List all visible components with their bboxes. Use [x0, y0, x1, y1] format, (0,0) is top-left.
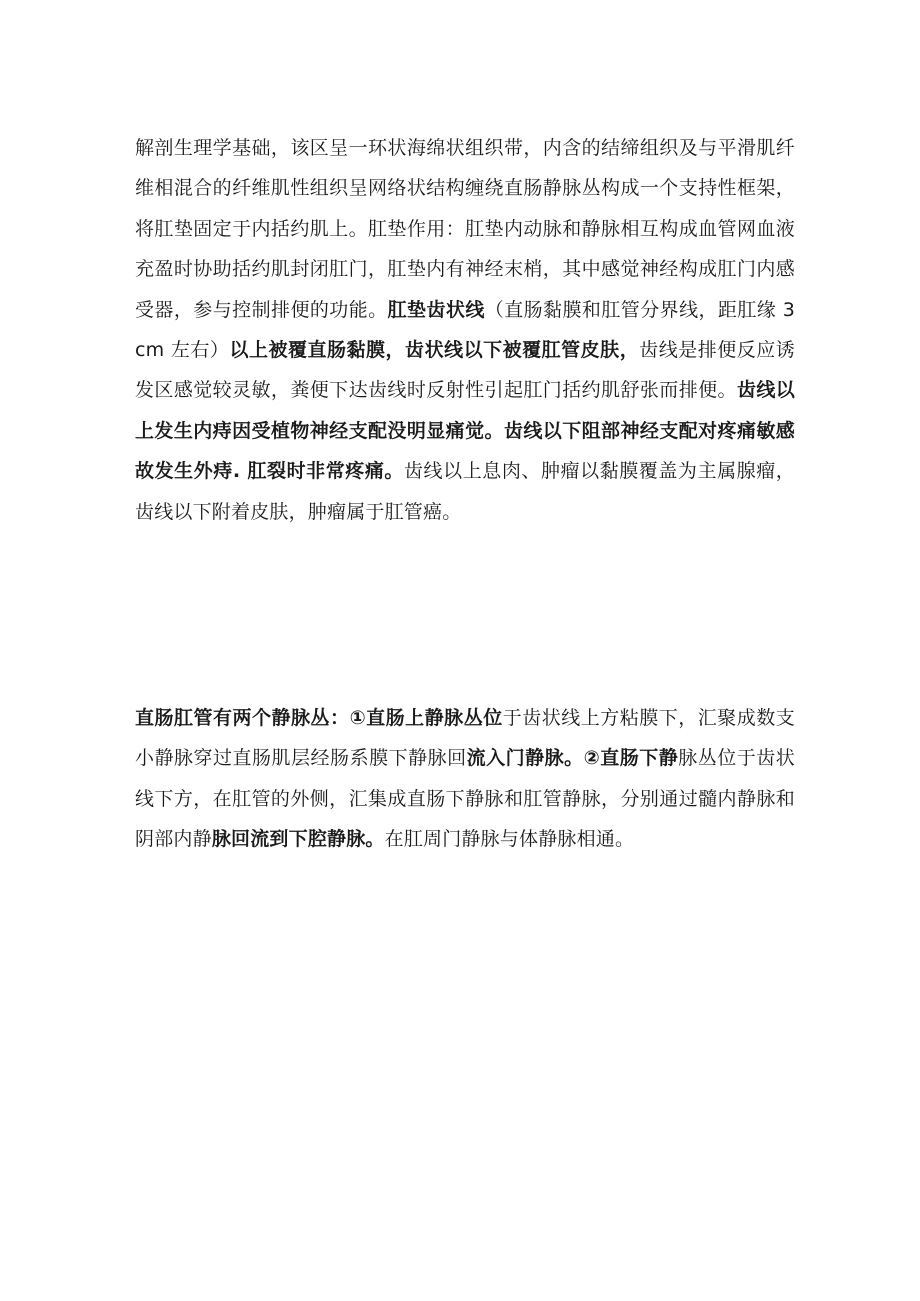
text-segment-bold: 流入门静脉。②直肠下静	[466, 747, 679, 770]
paragraph-venous-plexus	[135, 698, 795, 860]
text-segment-bold: 直肠肛管有两个静脉丛：①直肠上静脉丛位	[135, 707, 503, 729]
text-segment: 解剖生理学基础，该区呈一环状海绵状组织带，内含的结缔组织及与平滑肌纤维相混合的纤维肌性组织呈网络状结构缠绕直肠静脉丛构成一个支持性框架，将肛垫固定于内括约肌上。肛垫作用：肛垫内动脉和静脉相互构成血管网血液充盈时协助括约肌封闭肛门，肛垫内有神经末梢，其中感觉神经构成肛门内感受器，参与控制排便的功能。	[135, 137, 795, 321]
text-segment-bold: 脉回流到下腔静脉。	[211, 828, 385, 851]
paragraph-anal-cushion	[135, 128, 795, 532]
text-segment: 在肛周门静脉与体静脉相通。	[384, 828, 635, 851]
text-segment-bold: 肛垫齿状线	[387, 298, 485, 321]
text-segment: （直肠黏膜和肛管分界线，距肛缘 3cm 左右）	[135, 298, 795, 362]
text-segment: 齿线是排便反应诱发区感觉较灵敏，粪便下达齿线时反射性引起肛门括约肌舒张而排便。	[135, 339, 796, 402]
text-segment: 齿线以上息肉、肿瘤以黏膜覆盖为主属腺瘤，齿线以下附着皮肤，肿瘤属于肛管癌。	[135, 460, 795, 523]
text-segment-bold: 以上被覆直肠黏膜，齿状线以下被覆肛管皮肤，	[229, 339, 640, 362]
text-segment: 脉丛位于齿状线下方，在肛管的外侧，汇集成直肠下静脉和肛管静脉，分别通过髓内静脉和阴部内静	[135, 747, 795, 851]
text-segment-bold: 齿线以上发生内痔因受植物神经支配没明显痛觉。齿线以下阻部神经支配对疼痛敏感故发生外痔. 肛裂时非常疼痛。	[135, 379, 796, 483]
text-segment: 于齿状线上方粘膜下，汇聚成数支小静脉穿过直肠肌层经肠系膜下静脉回	[135, 707, 795, 770]
